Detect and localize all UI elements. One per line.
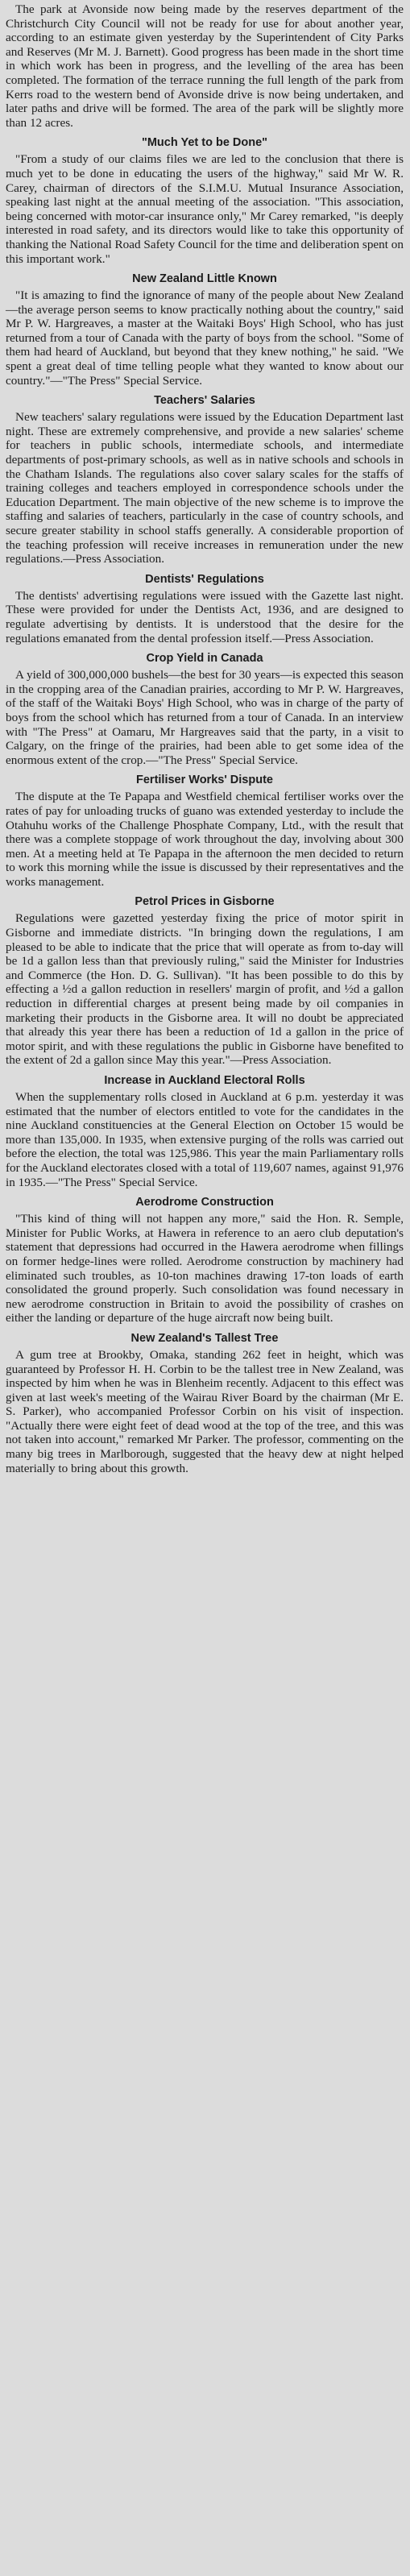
article-petrol-prices-in-gisborne [6,894,404,1068]
article-heading: "Much Yet to be Done" [141,136,268,150]
article-body: New teachers' salary regulations were issued by the Education Department last night. These are extremely comprehensive, and provide a new salaries' scheme for teachers in public schools, intermediate schools, and intermediate departments of post-primary schools, as well as in native schools and schools in the Chatham Islands. The regulations also cover salary scales for the staffs of training colleges and teachers employed in correspondence schools under the Education Department. The main objective of the new scheme is to improve the staffing and salaries of teachers, particularly in the case of country schools, and secure greater stability in school staffs generally. A considerable proportion of the teaching profession will receive increases in remuneration under the new regulations.—Press Association. [6,410,404,566]
article-auckland-electoral-rolls [6,1073,404,1189]
article-body: A yield of 300,000,000 bushels—the best for 30 years—is expected this season in the cropping area of the Canadian prairies, according to Mr P. W. Hargreaves, of the staff of the Waitaki Boys' High School, who was in charge of the party of boys from the school which has returned from a tour of Canada. In an interview with "The Press" at Oamaru, Mr Hargreaves said that the party, in a visit to Calgary, on the fringe of the prairies, had been able to get some idea of the enormous extent of the crop.—"The Press" Special Service. [6,668,404,767]
article-body: The park at Avonside now being made by the reserves department of the Christchurch City Council will not be ready for use for about another year, according to an estimate given yesterday by the Superintendent of City Parks and Reserves (Mr M. J. Barnett). Good progress has been made in the short time in which work has been in progress, and the levelling of the area has been completed. The formation of the terrace running the full length of the park from Kerrs road to the western bend of Avonside drive is now being undertaken, and later paths and drive will be formed. The area of the park will be slightly more than 12 acres. [6,2,404,130]
article-teachers-salaries [6,393,404,566]
article-body: "From a study of our claims files we are led to the conclusion that there is much yet to be done in educating the users of the highway," said Mr W. R. Carey, chairman of directors of the S.I.M.U. Mutual Insurance Association, speaking last night at the annual meeting of the association. "This association, being concerned with motor-car insurance only," Mr Carey remarked, "is deeply interested in road safety, and its directors would like to take this opportunity of thanking the National Road Safety Council for the time and deliberation spent on this important work." [6,152,404,266]
article-much-yet-to-be-done [6,135,404,266]
article-new-zealand-little-known [6,272,404,388]
article-heading: New Zealand's Tallest Tree [130,1331,279,1345]
article-heading: Increase in Auckland Electoral Rolls [104,1074,305,1087]
article-heading: Petrol Prices in Gisborne [135,895,275,909]
article-crop-yield-in-canada [6,651,404,767]
article-fertiliser-works-dispute [6,773,404,889]
article-heading: Teachers' Salaries [154,394,255,408]
article-heading: New Zealand Little Known [132,272,277,286]
article-avonside-park [6,2,404,130]
article-body: When the supplementary rolls closed in Auckland at 6 p.m. yesterday it was estimated that the number of electors entitled to vote for the candidates in the nine Auckland constituencies at the General Election on October 15 would be more than 135,000. In 1935, when extensive purging of the rolls was carried out before the election, the total was 125,986. This year the main Parliamentary rolls for the Auckland electorates closed with a total of 119,607 names, against 91,976 in 1935.—"The Press" Special Service. [6,1090,404,1189]
article-body: The dentists' advertising regulations were issued with the Gazette last night. These were provided for under the Dentists Act, 1936, and are designed to regulate advertising by dentists. It is understood that the desire for the regulations emanated from the dental profession itself.—Press Association. [6,588,404,645]
article-body: "It is amazing to find the ignorance of many of the people about New Zealand—the average person seems to know practically nothing about the country," said Mr P. W. Hargreaves, a master at the Waitaki Boys' High School, who has just returned from a tour of Canada with the party of boys from the school. "Some of them had heard of Auckland, but beyond that they knew nothing," he said. "We spent a great deal of time telling people what they wanted to know about our country."—"The Press" Special Service. [6,288,404,388]
article-aerodrome-construction [6,1195,404,1325]
article-body: Regulations were gazetted yesterday fixing the price of motor spirit in Gisborne and immediate districts. "In bringing down the regulations, I am pleased to be able to indicate that the price that will operate as from to-day will be 1d a gallon less than that previously ruling," said the Minister for Industries and Commerce (the Hon. D. G. Sullivan). "It has been possible to do this by effecting a ½d a gallon reduction in resellers' margin of profit, and ½d a gallon reduction in differential charges at present being made by oil companies in marketing their products in the Gisborne area. It will no doubt be appreciated that already this year there has been a reduction of 1d a gallon in the price of motor spirit, and with these regulations the public in Gisborne have benefited to the extent of 2d a gallon since May this year."—Press Association. [6,911,404,1068]
article-body: "This kind of thing will not happen any more," said the Hon. R. Semple, Minister for Public Works, at Hawera in reference to an aero club deputation's statement that depressions had occurred in the Hawera aerodrome when fillings on former hedge-lines were rolled. Aerodrome construction by machinery had eliminated such troubles, as 10-ton machines drawing 17-ton loads of earth consolidated the ground properly. Such consolidation was found necessary in new aerodrome construction in Britain to avoid the possibility of crashes on either the landing or departure of the huge aircraft now being built. [6,1212,404,1325]
article-body: A gum tree at Brookby, Omaka, standing 262 feet in height, which was guaranteed by Professor H. H. Corbin to be the tallest tree in New Zealand, was inspected by him when he was in Blenheim recently. Adjacent to this effect was given at last week's meeting of the Wairau River Board by the chairman (Mr E. S. Parker), who accompanied Professor Corbin on his visit of inspection. "Actually there were eight feet of dead wood at the top of the tree, and this was not taken into account," remarked Mr Parker. The professor, commenting on the many big trees in Marlborough, suggested that the heavy dew at night helped materially to bring about this growth. [6,1347,404,1475]
article-heading: Fertiliser Works' Dispute [136,774,273,787]
article-heading: Aerodrome Construction [135,1196,274,1209]
article-body: The dispute at the Te Papapa and Westfield chemical fertiliser works over the rates of pay for unloading trucks of guano was extended yesterday to include the Otahuhu works of the Challenge Phosphate Company, Ltd., with the result that there was a complete stoppage of work throughout the day, involving about 300 men. At a meeting held at Te Papapa in the afternoon the men decided to return to work this morning while the issue is discussed by their representatives and the works management. [6,790,404,889]
article-tallest-tree [6,1331,404,1475]
article-dentists-regulations [6,572,404,645]
article-heading: Crop Yield in Canada [146,652,263,666]
article-heading: Dentists' Regulations [145,572,264,586]
